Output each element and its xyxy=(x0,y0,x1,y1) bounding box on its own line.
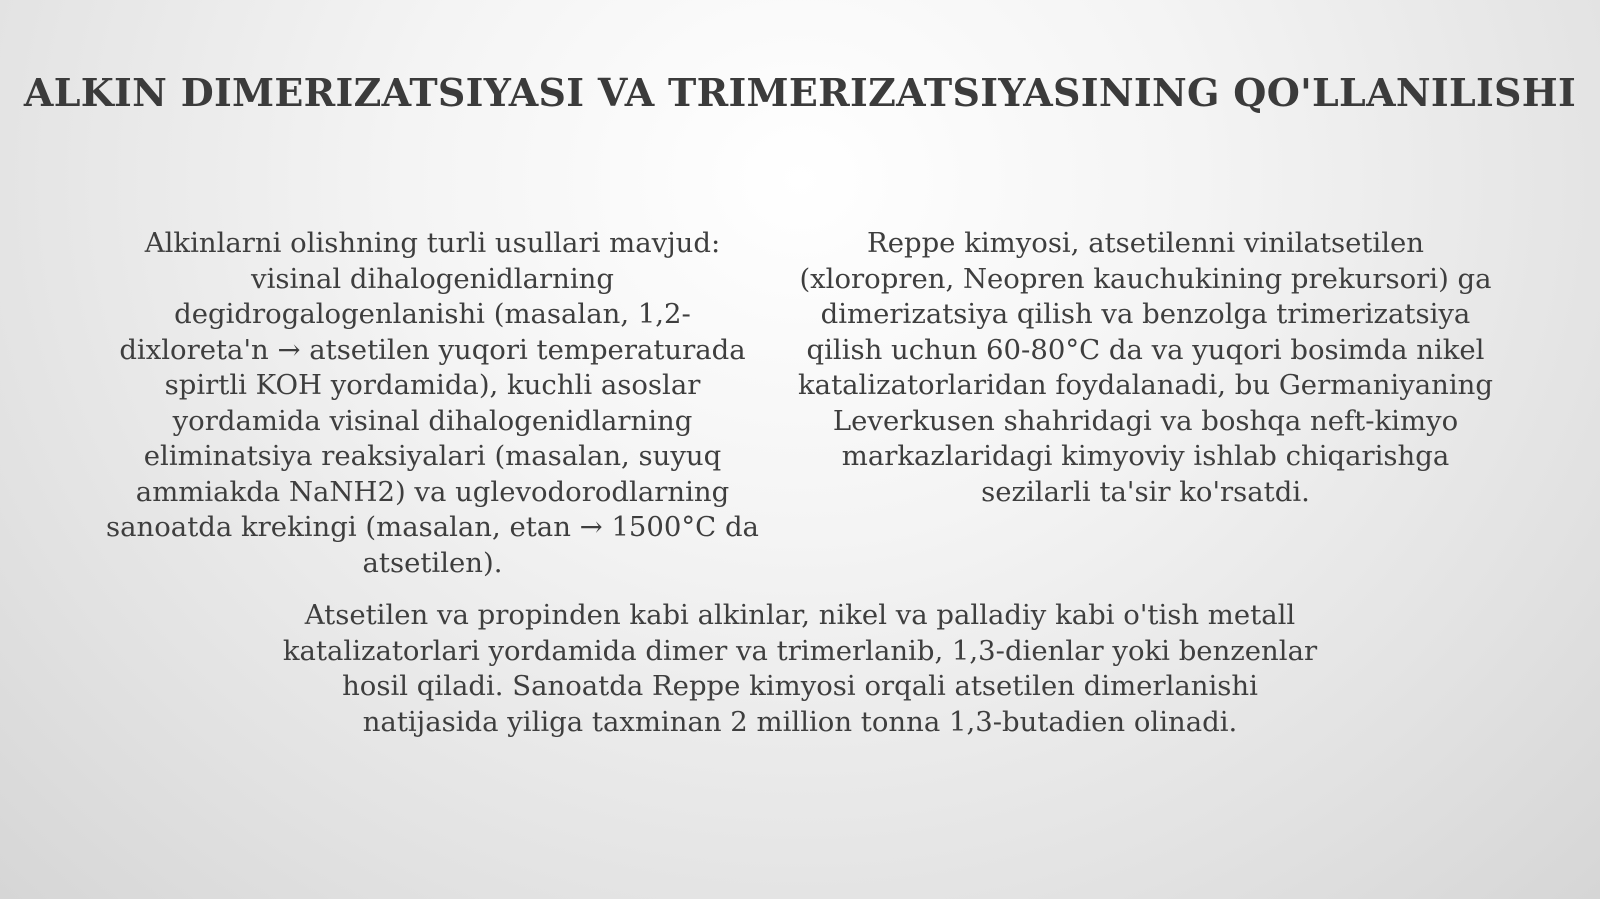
paragraph-right: Reppe kimyosi, atsetilenni vinilatsetilen (xloropren, Neopren kauchukining prekursori) ga dimerizatsiya qilish va benzolga trimerizatsiya qilish uchun 60-80°C da va yuqori bosimda nikel katalizatorlaridan foydalanadi, bu Germaniyaning Leverkusen shahridagi va boshqa neft-kimyo markazlaridagi kimyoviy ishlab chiqarishga sezilarli ta'sir ko'rsatdi. xyxy=(798,227,1493,508)
slide-title: ALKIN DIMERIZATSIYASI VA TRIMERIZATSIYASINING QO'LLANILISHI xyxy=(23,70,1577,115)
paragraph-bottom: Atsetilen va propinden kabi alkinlar, nikel va palladiy kabi o'tish metall katalizatorlari yordamida dimer va trimerlanib, 1,3-dienlar yoki benzenlar hosil qiladi. Sanoatda Reppe kimyosi orqali atsetilen dimerlanishi natijasida yiliga taxminan 2 million tonna 1,3-butadien olinadi. xyxy=(282,599,1318,738)
paragraph-left: Alkinlarni olishning turli usullari mavjud: visinal dihalogenidlarning degidrogalogenlanishi (masalan, 1,2-dixloreta'n → atsetilen yuqori temperaturada spirtli KOH yordamida), kuchli asoslar yordamida visinal dihalogenidlarning eliminatsiya reaksiyalari (masalan, suyuq ammiakda NaNH2) va uglevodorodlarning sanoatda krekingi (masalan, etan → 1500°C da atsetilen). xyxy=(106,227,759,579)
